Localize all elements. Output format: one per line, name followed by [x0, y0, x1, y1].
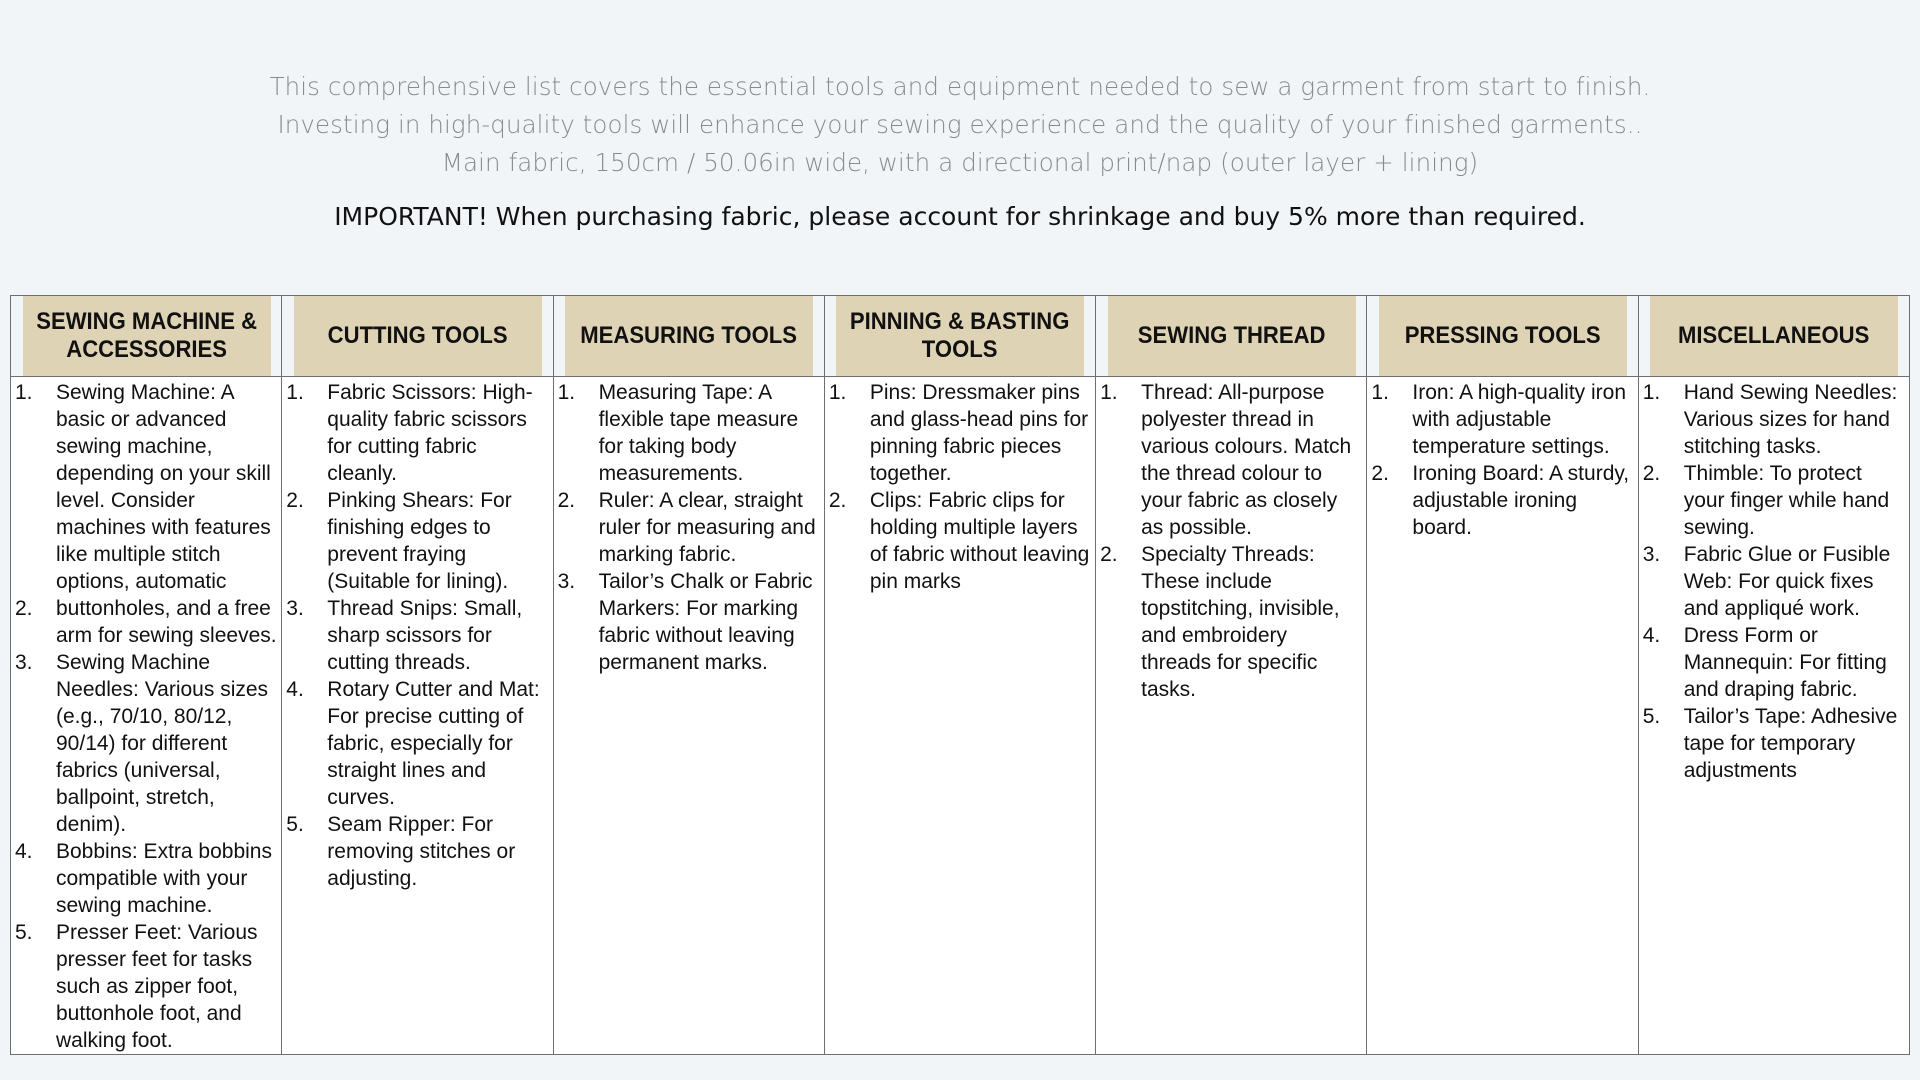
content-row	[11, 377, 1910, 1055]
item-number: 3.	[557, 570, 576, 593]
item-text: Thread Snips: Small, sharp scissors for cutting threads.	[327, 597, 523, 674]
list-item	[1643, 460, 1905, 541]
cutting-tools-cell	[282, 377, 553, 1055]
item-number: 4.	[15, 840, 33, 863]
column-header-pinning-basting: PINNING & BASTING TOOLS	[835, 296, 1085, 377]
miscellaneous-cell	[1638, 377, 1909, 1055]
list-item	[15, 919, 277, 1054]
important-notice: IMPORTANT! When purchasing fabric, please account for shrinkage and buy 5% more than required.	[334, 202, 1586, 231]
item-number: 1.	[828, 381, 847, 404]
list-item	[829, 379, 1091, 487]
item-text: Ruler: A clear, straight ruler for measuring and marking fabric.	[598, 489, 816, 566]
list-item	[1371, 460, 1633, 541]
sewing-machine-list	[11, 377, 281, 1054]
list-item	[1371, 379, 1633, 460]
intro-text	[0, 68, 1920, 182]
measuring-tools-list	[554, 377, 824, 676]
item-number: 1.	[1642, 381, 1661, 404]
pinning-basting-cell	[824, 377, 1095, 1055]
list-item	[1100, 541, 1362, 703]
item-text: Ironing Board: A sturdy, adjustable ironing board.	[1412, 462, 1630, 539]
item-number: 5.	[286, 813, 304, 836]
item-number: 3.	[15, 651, 33, 674]
item-text: Bobbins: Extra bobbins compatible with your sewing machine.	[56, 840, 272, 917]
item-number: 2.	[1642, 462, 1661, 485]
miscellaneous-list	[1639, 377, 1909, 784]
list-item	[1643, 379, 1905, 460]
item-number: 3.	[286, 597, 304, 620]
item-number: 1.	[15, 381, 33, 404]
item-text: Tailor’s Chalk or Fabric Markers: For marking fabric without leaving permanent marks.	[598, 570, 813, 674]
item-number: 2.	[1100, 543, 1118, 566]
item-number: 5.	[1642, 705, 1661, 728]
column-header-miscellaneous: MISCELLANEOUS	[1649, 296, 1899, 377]
list-item	[558, 487, 820, 568]
item-number: 2.	[286, 489, 304, 512]
pressing-tools-list	[1367, 377, 1637, 541]
item-number: 1.	[1371, 381, 1389, 404]
list-item	[558, 379, 820, 487]
list-item	[286, 379, 548, 487]
item-number: 5.	[15, 921, 33, 944]
list-item	[829, 487, 1091, 595]
intro-line-3: Main fabric, 150cm / 50.06in wide, with a directional print/nap (outer layer + lining)	[441, 148, 1479, 177]
header-row	[11, 296, 1910, 377]
item-number: 4.	[286, 678, 304, 701]
item-text: Specialty Threads: These include topstitching, invisible, and embroidery threads for specific tasks.	[1141, 543, 1340, 701]
list-item	[286, 811, 548, 892]
column-header-cutting-tools: CUTTING TOOLS	[293, 296, 543, 377]
item-text: buttonholes, and a free arm for sewing sleeves.	[56, 597, 277, 647]
item-text: Sewing Machine Needles: Various sizes (e.g., 70/10, 80/12, 90/14) for different fabrics (universal, ballpoint, stretch, denim).	[56, 651, 269, 836]
list-item	[15, 649, 277, 838]
item-text: Clips: Fabric clips for holding multiple layers of fabric without leaving pin marks	[869, 489, 1090, 593]
item-text: Thimble: To protect your finger while hand sewing.	[1683, 462, 1890, 539]
item-text: Seam Ripper: For removing stitches or adjusting.	[327, 813, 516, 890]
intro-line-2: Investing in high-quality tools will enhance your sewing experience and the quality of your finished garments..	[277, 110, 1643, 139]
pressing-tools-cell	[1367, 377, 1638, 1055]
item-text: Measuring Tape: A flexible tape measure for taking body measurements.	[598, 381, 799, 485]
list-item	[286, 595, 548, 676]
item-text: Pins: Dressmaker pins and glass-head pins for pinning fabric pieces together.	[869, 381, 1089, 485]
sewing-thread-cell	[1096, 377, 1367, 1055]
item-text: Thread: All-purpose polyester thread in various colours. Match the thread colour to your fabric as closely as possible.	[1141, 381, 1352, 539]
intro-line-1: This comprehensive list covers the essential tools and equipment needed to sew a garment from start to finish.	[269, 72, 1651, 101]
item-number: 4.	[1642, 624, 1661, 647]
column-header-pressing-tools: PRESSING TOOLS	[1378, 296, 1628, 377]
list-item	[15, 838, 277, 919]
item-text: Hand Sewing Needles: Various sizes for hand stitching tasks.	[1683, 381, 1898, 458]
sewing-thread-list	[1096, 377, 1366, 703]
list-item	[1643, 703, 1905, 784]
item-text: Presser Feet: Various presser feet for tasks such as zipper foot, buttonhole foot, and walking foot.	[56, 921, 258, 1052]
tools-table	[10, 295, 1910, 1055]
item-number: 2.	[828, 489, 847, 512]
item-number: 3.	[1642, 543, 1661, 566]
item-number: 1.	[1100, 381, 1118, 404]
sewing-machine-cell	[11, 377, 282, 1055]
item-text: Fabric Scissors: High-quality fabric scissors for cutting fabric cleanly.	[327, 381, 533, 485]
list-item	[15, 595, 277, 649]
item-text: Sewing Machine: A basic or advanced sewing machine, depending on your skill level. Consider machines with features like multiple stitch options, automatic	[56, 381, 271, 593]
item-number: 1.	[557, 381, 576, 404]
list-item	[558, 568, 820, 676]
list-item	[286, 487, 548, 595]
list-item	[1643, 541, 1905, 622]
item-number: 2.	[15, 597, 33, 620]
column-header-sewing-machine: SEWING MACHINE & ACCESSORIES	[21, 296, 271, 377]
list-item	[1643, 622, 1905, 703]
list-item	[1100, 379, 1362, 541]
item-text: Pinking Shears: For finishing edges to prevent fraying (Suitable for lining).	[327, 489, 512, 593]
item-text: Iron: A high-quality iron with adjustable temperature settings.	[1412, 381, 1627, 458]
item-number: 2.	[557, 489, 576, 512]
column-header-measuring-tools: MEASURING TOOLS	[564, 296, 814, 377]
item-number: 1.	[286, 381, 304, 404]
item-text: Rotary Cutter and Mat: For precise cutting of fabric, especially for straight lines and curves.	[327, 678, 540, 809]
list-item	[15, 379, 277, 595]
item-text: Tailor’s Tape: Adhesive tape for temporary adjustments	[1683, 705, 1898, 782]
pinning-basting-list	[825, 377, 1095, 595]
column-header-sewing-thread: SEWING THREAD	[1106, 296, 1356, 377]
cutting-tools-list	[282, 377, 552, 892]
item-text: Fabric Glue or Fusible Web: For quick fixes and appliqué work.	[1683, 543, 1891, 620]
list-item	[286, 676, 548, 811]
item-number: 2.	[1371, 462, 1389, 485]
item-text: Dress Form or Mannequin: For fitting and draping fabric.	[1683, 624, 1887, 701]
measuring-tools-cell	[553, 377, 824, 1055]
